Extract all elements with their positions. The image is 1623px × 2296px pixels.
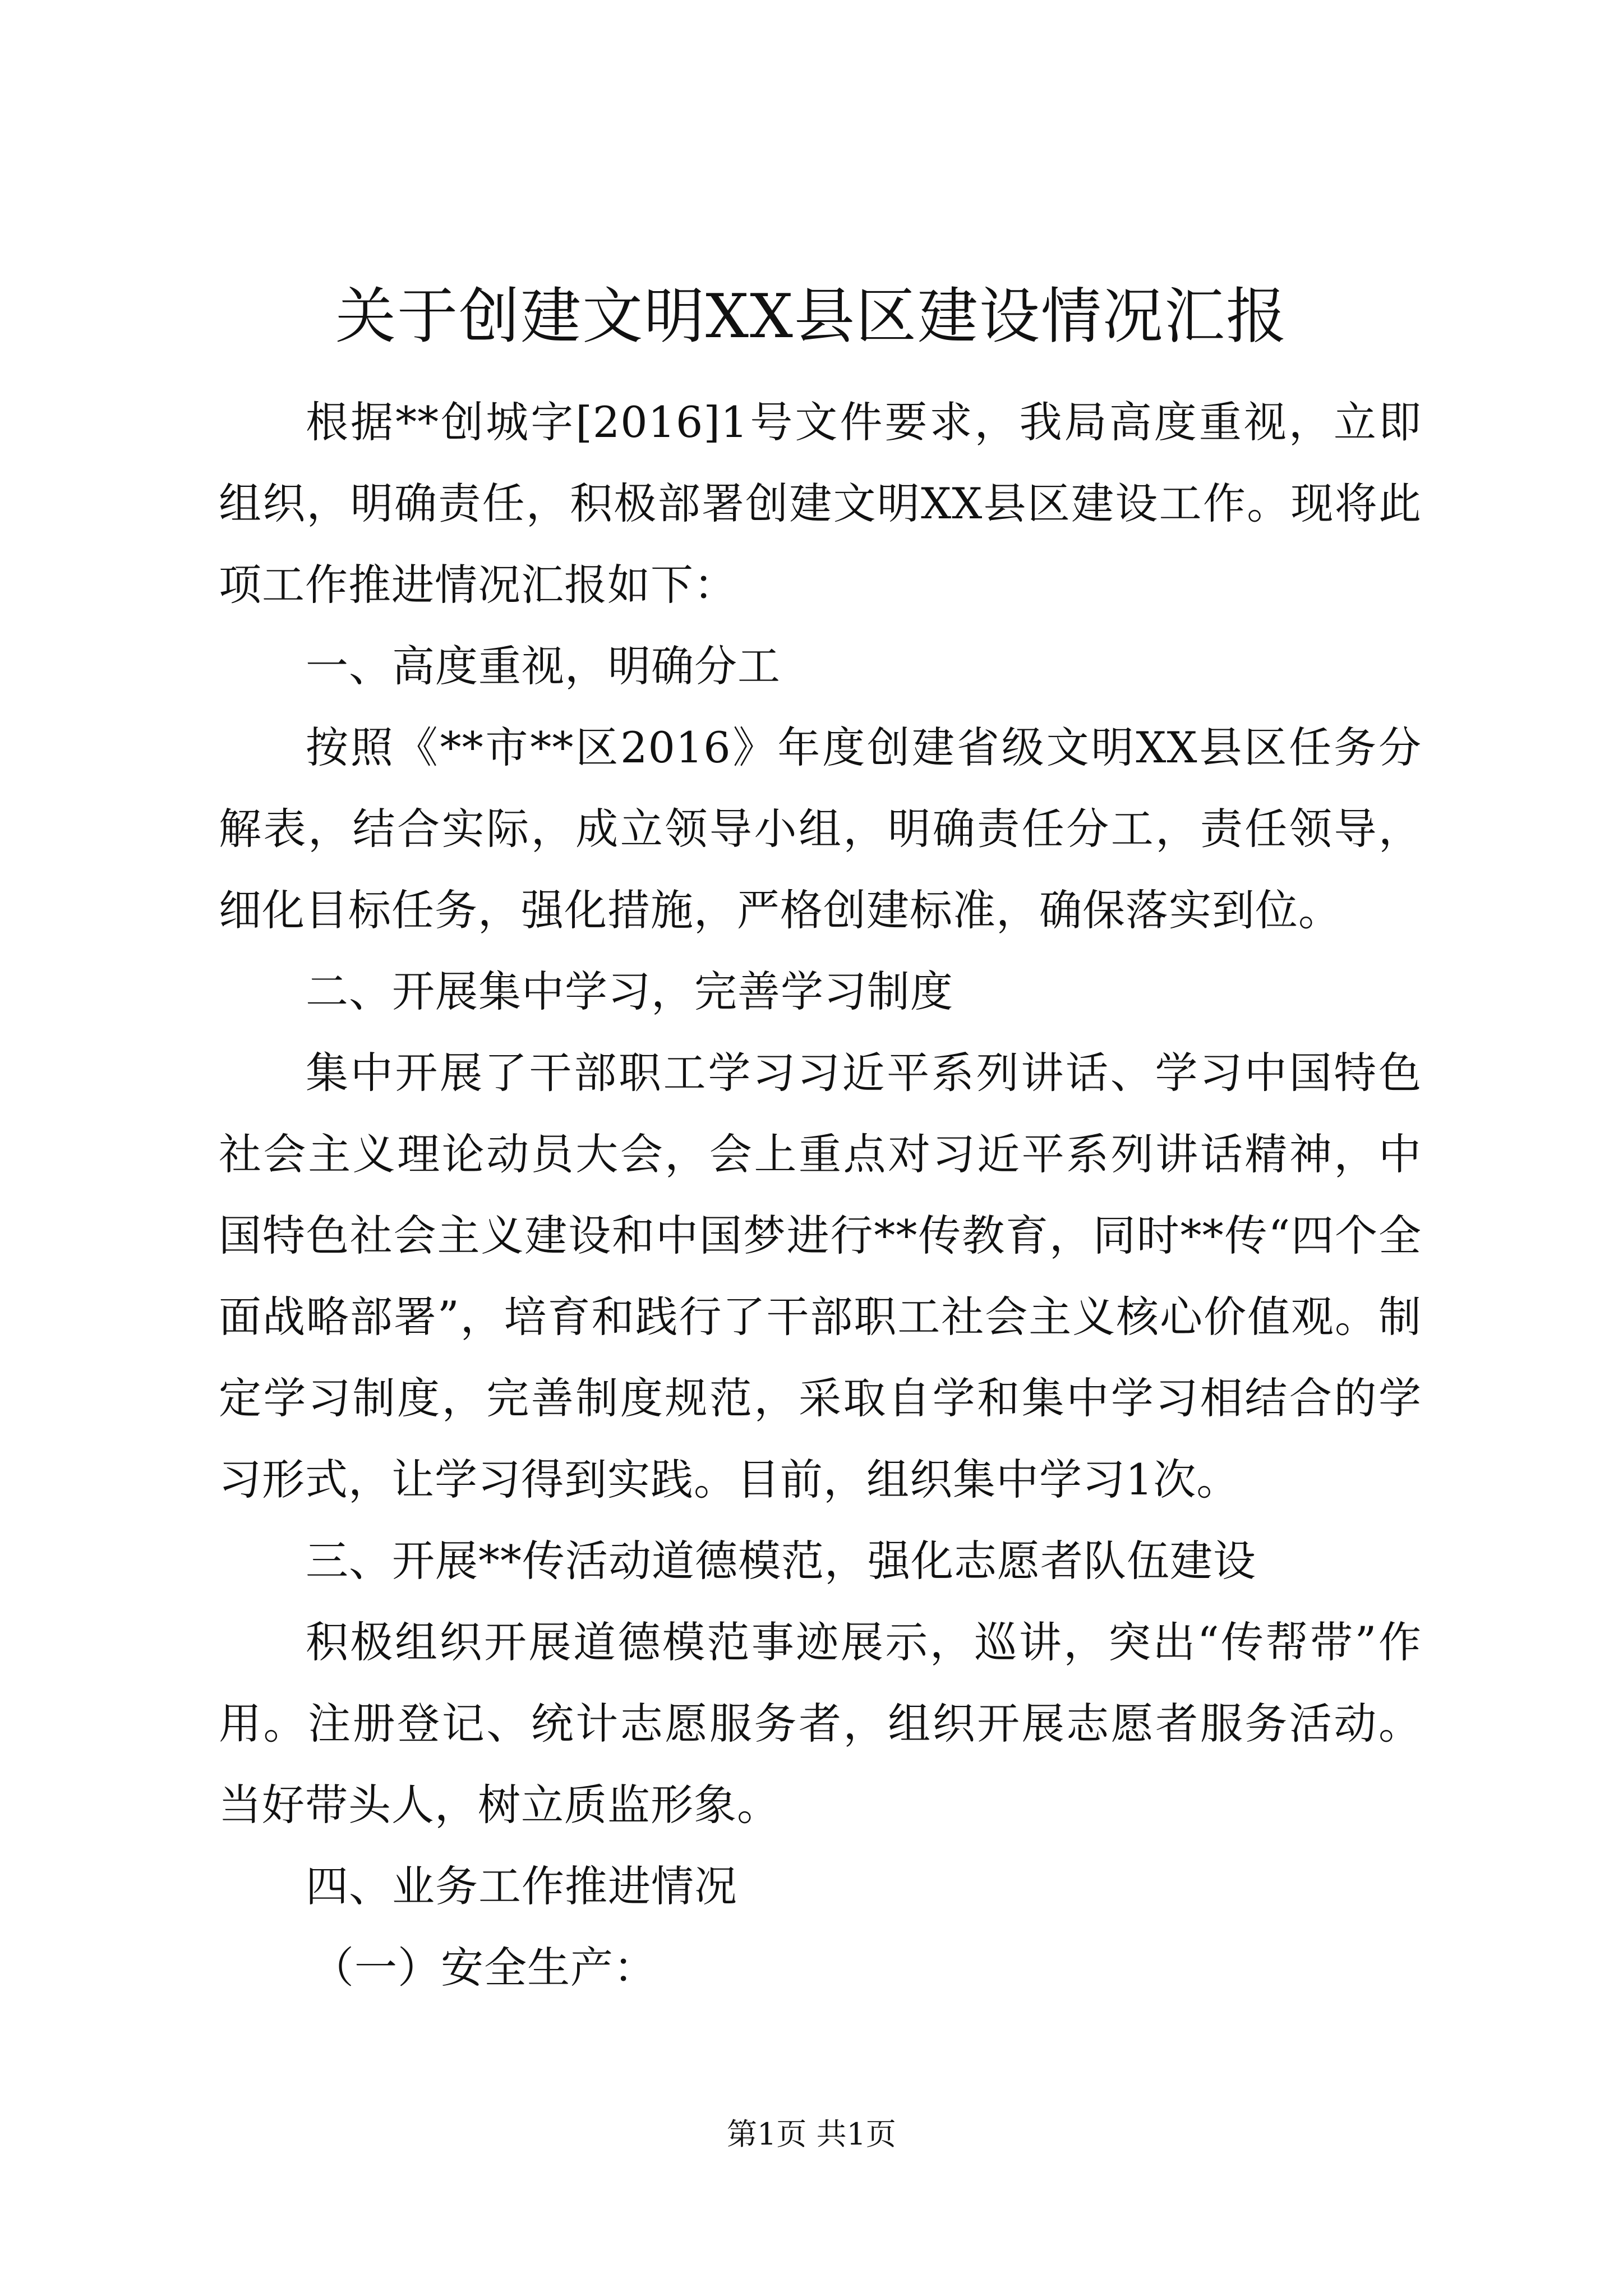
document-body	[219, 381, 1422, 2008]
section-heading-3: 三、开展**传活动道德模范，强化志愿者队伍建设	[306, 1536, 1256, 1586]
section-heading-1: 一、高度重视，明确分工	[306, 641, 781, 691]
subsection-heading-1: （一）安全生产：	[311, 1943, 657, 1993]
section-3-paragraph: 积极组织开展道德模范事迹展示，巡讲，突出“传帮带”作用。注册登记、统计志愿服务者，组织开展志愿者服务活动。当好带头人，树立质监形象。	[219, 1617, 1422, 1830]
section-2-paragraph: 集中开展了干部职工学习习近平系列讲话、学习中国特色社会主义理论动员大会，会上重点对习近平系列讲话精神，中国特色社会主义建设和中国梦进行**传教育，同时**传“四个全面战略部署”，培育和践行了干部职工社会主义核心价值观。制定学习制度，完善制度规范，采取自学和集中学习相结合的学习形式，让学习得到实践。目前，组织集中学习1次。	[219, 1048, 1422, 1504]
section-heading-4: 四、业务工作推进情况	[306, 1861, 737, 1911]
intro-paragraph: 根据**创城字[2016]1号文件要求，我局高度重视，立即组织，明确责任，积极部署创建文明XX县区建设工作。现将此项工作推进情况汇报如下：	[219, 397, 1422, 610]
section-heading-2: 二、开展集中学习，完善学习制度	[306, 967, 953, 1016]
document-title: 关于创建文明XX县区建设情况汇报	[335, 282, 1288, 352]
page-footer: 第1页 共1页	[727, 2116, 896, 2152]
section-1-paragraph: 按照《**市**区2016》年度创建省级文明XX县区任务分解表，结合实际，成立领导小组，明确责任分工，责任领导，细化目标任务，强化措施，严格创建标准，确保落实到位。	[219, 723, 1422, 935]
